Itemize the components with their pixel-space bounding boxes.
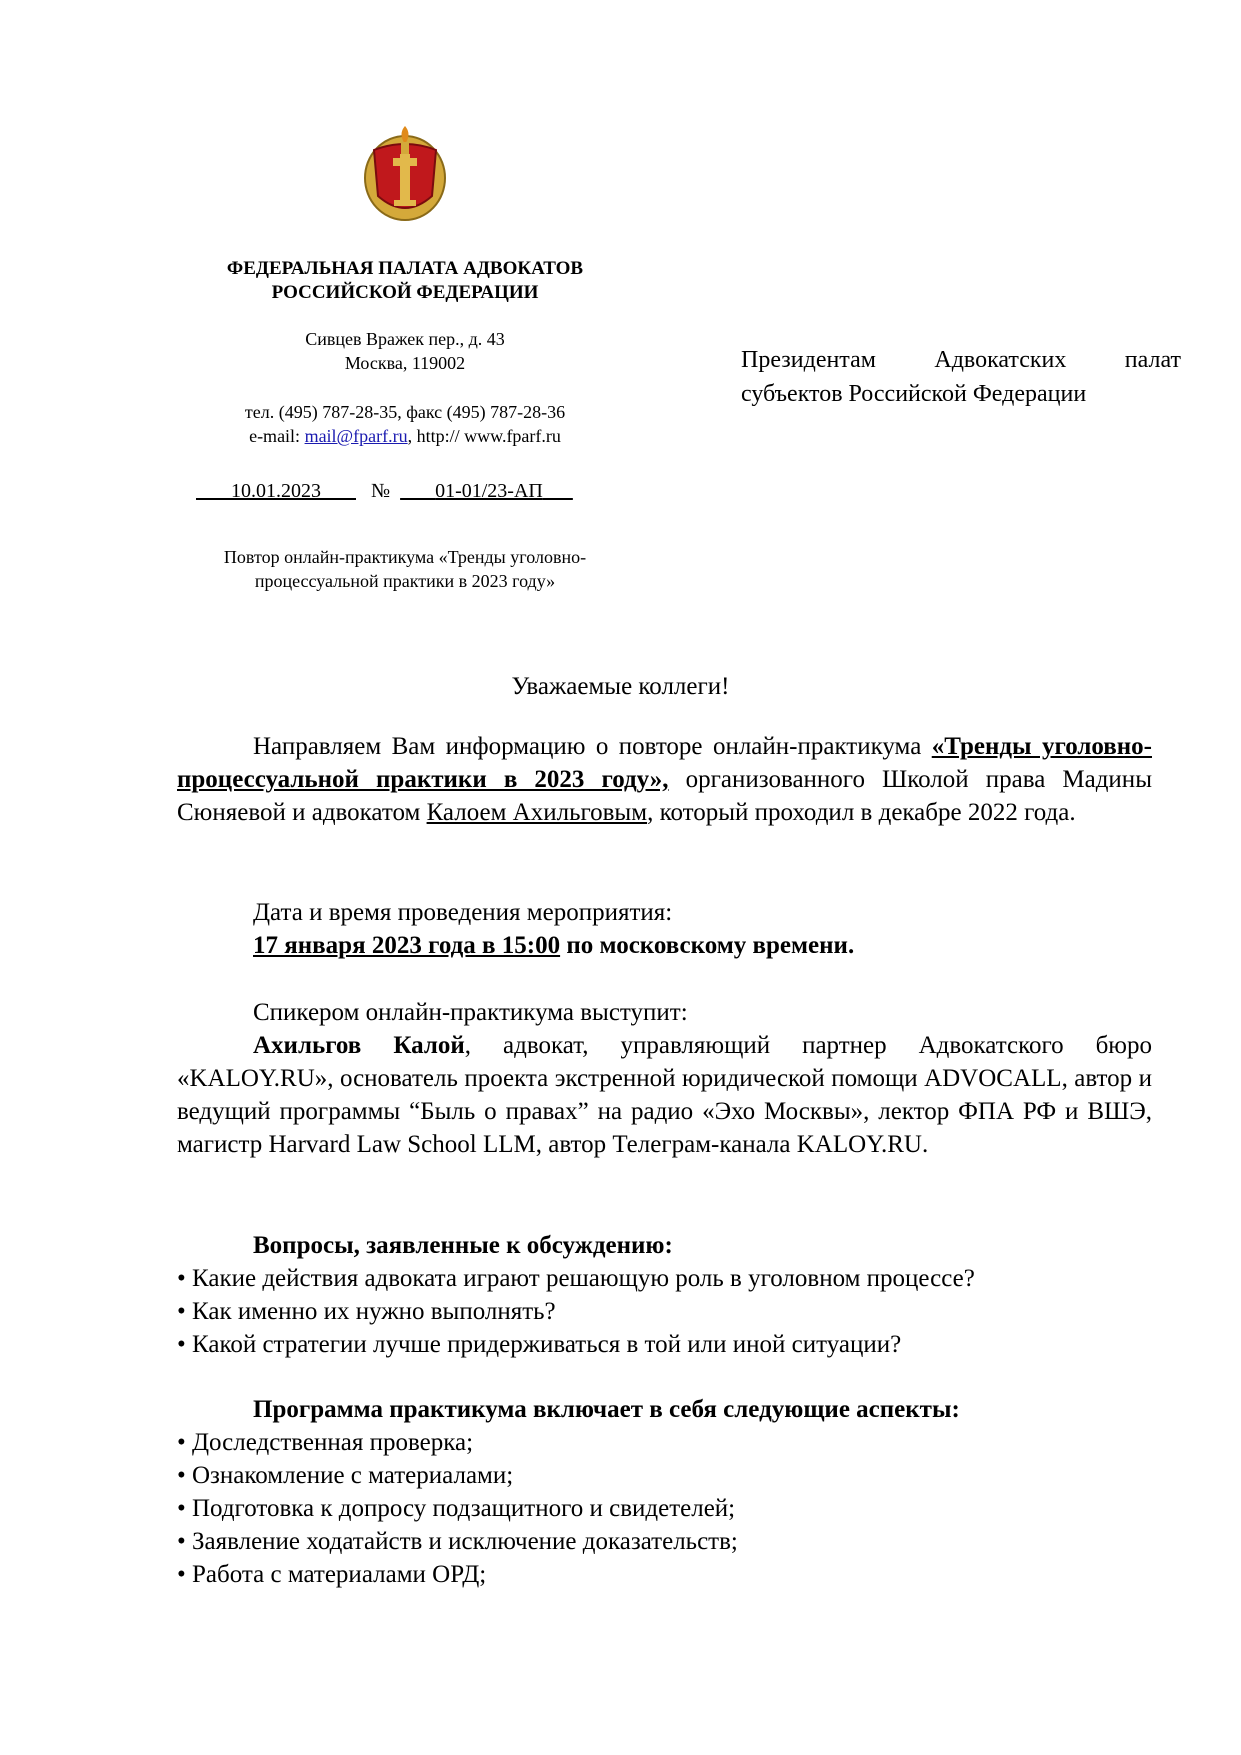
fpa-emblem-logo — [360, 120, 450, 230]
number-sign: № — [371, 480, 391, 502]
addressee-line1: Президентам Адвокатских палат — [741, 347, 1181, 373]
list-item: • Какой стратегии лучше придерживаться в той или иной ситуации? — [177, 1331, 902, 1358]
registration-date: 10.01.2023 — [231, 480, 321, 502]
questions-heading: Вопросы, заявленные к обсуждению: — [253, 1232, 673, 1259]
list-item: • Как именно их нужно выполнять? — [177, 1298, 556, 1325]
event-datetime: 17 января 2023 года в 15:00 по московскому времени. — [253, 932, 855, 959]
address-line1: Сивцев Вражек пер., д. 43 — [305, 329, 505, 349]
speaker-intro: Спикером онлайн-практикума выступит: — [253, 999, 688, 1026]
program-block — [177, 1393, 1152, 1591]
registration-number: 01-01/23-АП — [435, 480, 543, 502]
list-item: • Какие действия адвоката играют решающую роль в уголовном процессе? — [177, 1265, 975, 1292]
speaker-bio: Ахильгов Калой, адвокат, управляющий партнер Адвокатского бюро «KALOY.RU», основатель проекта экстренной юридической помощи ADVOCALL, автор и ведущий программы “Быль о правах” на радио «Эхо Москвы», лектор ФПА РФ и ВШЭ, магистр Harvard Law School LLM, автор Телеграм-канала KALOY.RU. — [177, 1032, 1152, 1158]
organization-name — [170, 257, 640, 305]
questions-block — [177, 1229, 1152, 1361]
practicum-title: «Тренды уголовно-процессуальной практики в 2023 году», — [177, 733, 1152, 793]
addressee — [741, 343, 1181, 411]
org-name-line2: РОССИЙСКОЙ ФЕДЕРАЦИИ — [271, 282, 539, 303]
list-item: • Доследственная проверка; — [177, 1429, 474, 1456]
organization-address — [170, 327, 640, 375]
list-item: • Работа с материалами ОРД; — [177, 1561, 487, 1588]
email-prefix: e-mail: — [249, 426, 305, 446]
address-line2: Москва, 119002 — [344, 353, 466, 373]
event-datetime-block — [177, 896, 1152, 962]
speaker-name: Ахильгов Калой — [253, 1032, 465, 1059]
list-item: • Заявление ходатайств и исключение доказательств; — [177, 1528, 738, 1555]
email-website-line — [170, 424, 640, 448]
list-item: • Подготовка к допросу подзащитного и свидетелей; — [177, 1495, 736, 1522]
email-link[interactable]: mail@fparf.ru — [304, 426, 408, 446]
program-heading: Программа практикума включает в себя следующие аспекты: — [253, 1396, 960, 1423]
org-name-line1: ФЕДЕРАЛЬНАЯ ПАЛАТА АДВОКАТОВ — [226, 258, 584, 279]
speaker-block — [177, 996, 1152, 1161]
intro-paragraph: Направляем Вам информацию о повторе онлайн-практикума «Тренды уголовно-процессуальной практики в 2023 году», организованного Школой права Мадины Сюняевой и адвокатом Калоем Ахильговым, который проходил в декабре 2022 года. — [177, 733, 1152, 826]
phone-fax-line: тел. (495) 787-28-35, факс (495) 787-28-36 — [244, 402, 566, 422]
letter-subject — [170, 545, 640, 593]
list-item: • Ознакомление с материалами; — [177, 1462, 514, 1489]
event-label: Дата и время проведения мероприятия: — [253, 899, 673, 926]
organization-contacts — [170, 400, 640, 448]
website-text: , http:// www.fparf.ru — [407, 426, 561, 446]
greeting: Уважаемые коллеги! — [511, 673, 730, 700]
subject-line1: Повтор онлайн-практикума «Тренды уголовно- — [223, 547, 587, 567]
subject-line2: процессуальной практики в 2023 году» — [254, 571, 556, 591]
registration-line — [196, 478, 616, 504]
addressee-line2: субъектов Российской Федерации — [741, 381, 1087, 407]
lawyer-name: Калоем Ахильговым — [426, 799, 648, 826]
